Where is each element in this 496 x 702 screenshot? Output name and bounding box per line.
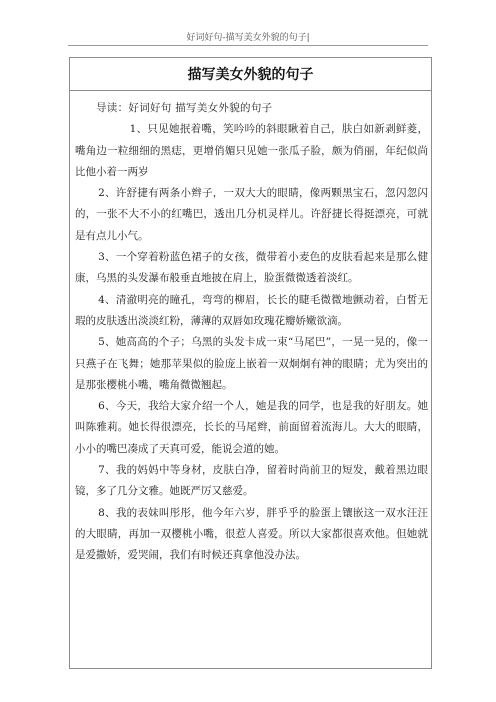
header-divider bbox=[68, 45, 428, 46]
document-frame bbox=[69, 57, 432, 669]
paragraph: 3、一个穿着粉蓝色裙子的女孩，微带着小麦色的皮肤看起来是那么健康，乌黑的头发瀑布般垂直地披在肩上，脸蛋微微透着淡红。 bbox=[75, 251, 428, 285]
document-title: 描写美女外貌的句子 bbox=[187, 67, 314, 83]
document-body bbox=[75, 98, 428, 567]
running-header-title: 好词好句-描写美女外貌的句子 bbox=[186, 33, 307, 43]
paragraph: 2、许舒捷有两条小辫子，一双大大的眼睛，像两颗黑宝石，忽闪忽闪的，一张不大不小的红嘴巴，透出几分机灵样儿。许舒捷长得挺漂亮，可就是有点儿小气。 bbox=[75, 187, 428, 242]
title-row bbox=[70, 58, 431, 91]
paragraph: 6、今天，我给大家介绍一个人，她是我的同学，也是我的好朋友。她叫陈雅莉。她长得很漂亮，长长的马尾辫，前面留着流海儿。大大的眼睛，小小的嘴巴凑成了天真可爱，能说会道的她。 bbox=[75, 400, 428, 455]
paragraph: 8、我的表妹叫彤彤，他今年六岁，胖乎乎的脸蛋上镶嵌这一双水汪汪的大眼睛，再加一双樱桃小嘴，很惹人喜爱。所以大家都很喜欢他。但她就是爱撒娇，爱哭闹，我们有时候还真拿他没办法。 bbox=[75, 506, 428, 562]
paragraph: 5、她高高的个子；乌黑的头发卡成一束“马尾巴”，一晃一晃的，像一只燕子在飞舞；她那苹果似的脸庞上嵌着一双炯炯有神的眼睛；尤为突出的是那张樱桃小嘴，嘴角微微翘起。 bbox=[75, 336, 428, 391]
paragraph: 7、我的妈妈中等身材，皮肤白净，留着时尚前卫的短发，戴着黑边眼镜，多了几分文雅。她既严厉又慈爱。 bbox=[75, 464, 428, 498]
paragraph: 4、清澈明亮的瞳孔，弯弯的柳眉，长长的睫毛微微地颤动着，白皙无瑕的皮肤透出淡淡红粉，薄薄的双唇如玫瑰花瓣娇嫩欲滴。 bbox=[75, 293, 428, 327]
paragraph: 1、只见她抿着嘴，笑吟吟的斜眼瞅着自己，肤白如新剥鲜菱，嘴角边一粒细细的黑痣，更增俏媚只见她一张瓜子脸，颇为俏丽，年纪似尚比他小着一两岁 bbox=[75, 123, 428, 178]
intro-line: 导读：好词好句 描写美女外貌的句子 bbox=[96, 102, 273, 114]
running-header bbox=[0, 30, 496, 43]
text-cursor: | bbox=[306, 33, 310, 43]
